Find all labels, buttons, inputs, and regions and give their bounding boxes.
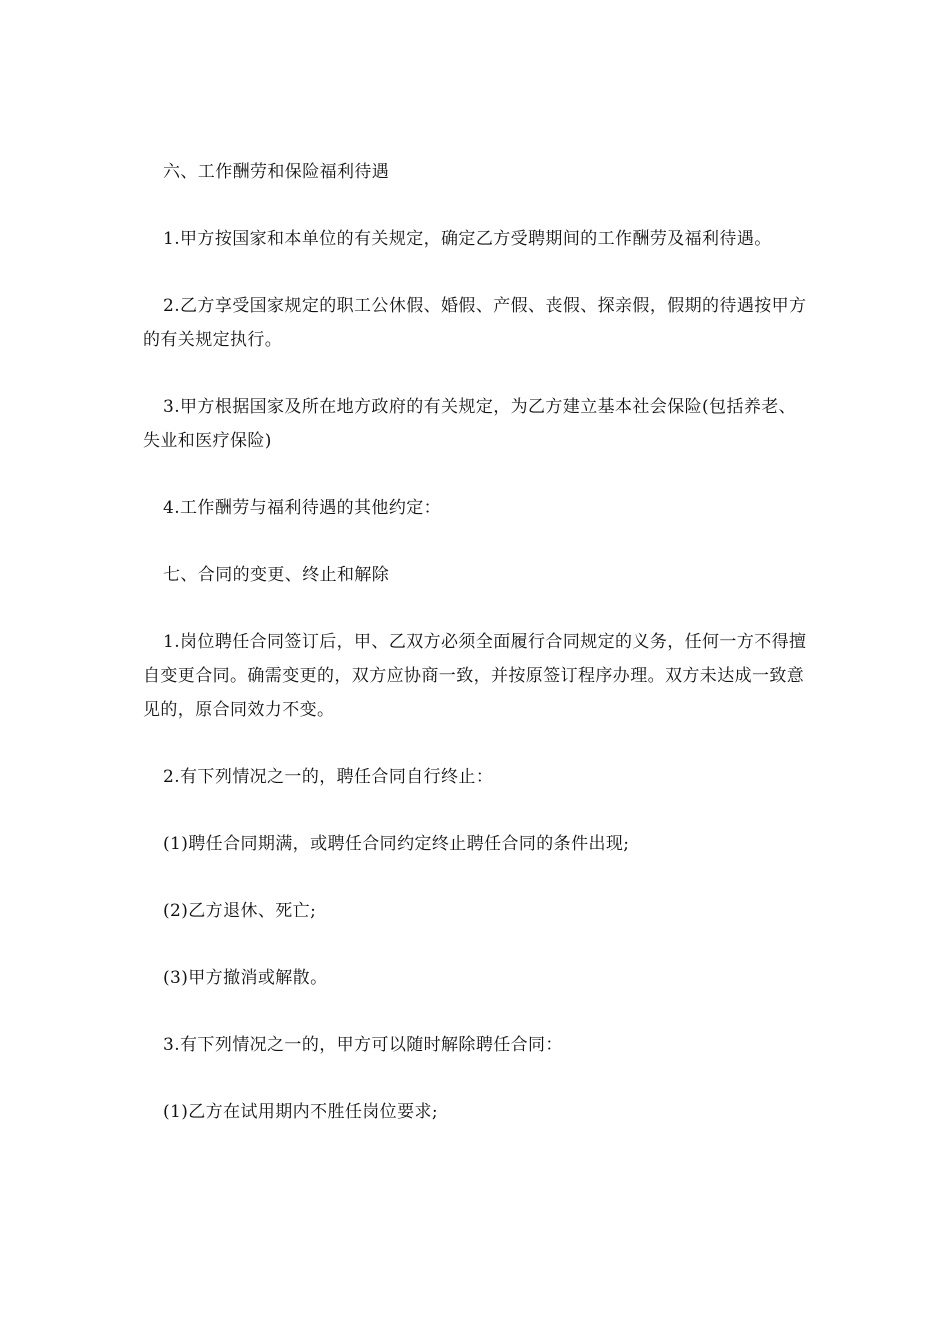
clause-compensation-2: 2.乙方享受国家规定的职工公休假、婚假、产假、丧假、探亲假，假期的待遇按甲方的有关规定执行。 [143, 296, 807, 350]
section-heading-compensation: 六、工作酬劳和保险福利待遇 [163, 162, 390, 182]
clause-changes-1: 1.岗位聘任合同签订后，甲、乙双方必须全面履行合同规定的义务，任何一方不得擅自变更合同。确需变更的，双方应协商一致，并按原签订程序办理。双方未达成一致意见的，原合同效力不变。 [143, 632, 807, 720]
clause-compensation-3: 3.甲方根据国家及所在地方政府的有关规定，为乙方建立基本社会保险(包括养老、失业和医疗保险) [143, 397, 797, 451]
sub-clause-dismissal-1: (1)乙方在试用期内不胜任岗位要求; [163, 1102, 439, 1122]
sub-clause-termination-2: (2)乙方退休、死亡; [163, 901, 317, 921]
section-heading-contract-changes: 七、合同的变更、终止和解除 [163, 565, 390, 585]
clause-compensation-4: 4.工作酬劳与福利待遇的其他约定： [163, 498, 442, 518]
clause-changes-2: 2.有下列情况之一的，聘任合同自行终止： [163, 767, 494, 787]
sub-clause-termination-3: (3)甲方撤消或解散。 [163, 968, 328, 988]
document-body [143, 155, 808, 1162]
clause-changes-3: 3.有下列情况之一的，甲方可以随时解除聘任合同： [163, 1035, 563, 1055]
clause-compensation-1: 1.甲方按国家和本单位的有关规定，确定乙方受聘期间的工作酬劳及福利待遇。 [163, 229, 772, 249]
sub-clause-termination-1: (1)聘任合同期满，或聘任合同约定终止聘任合同的条件出现; [163, 834, 630, 854]
